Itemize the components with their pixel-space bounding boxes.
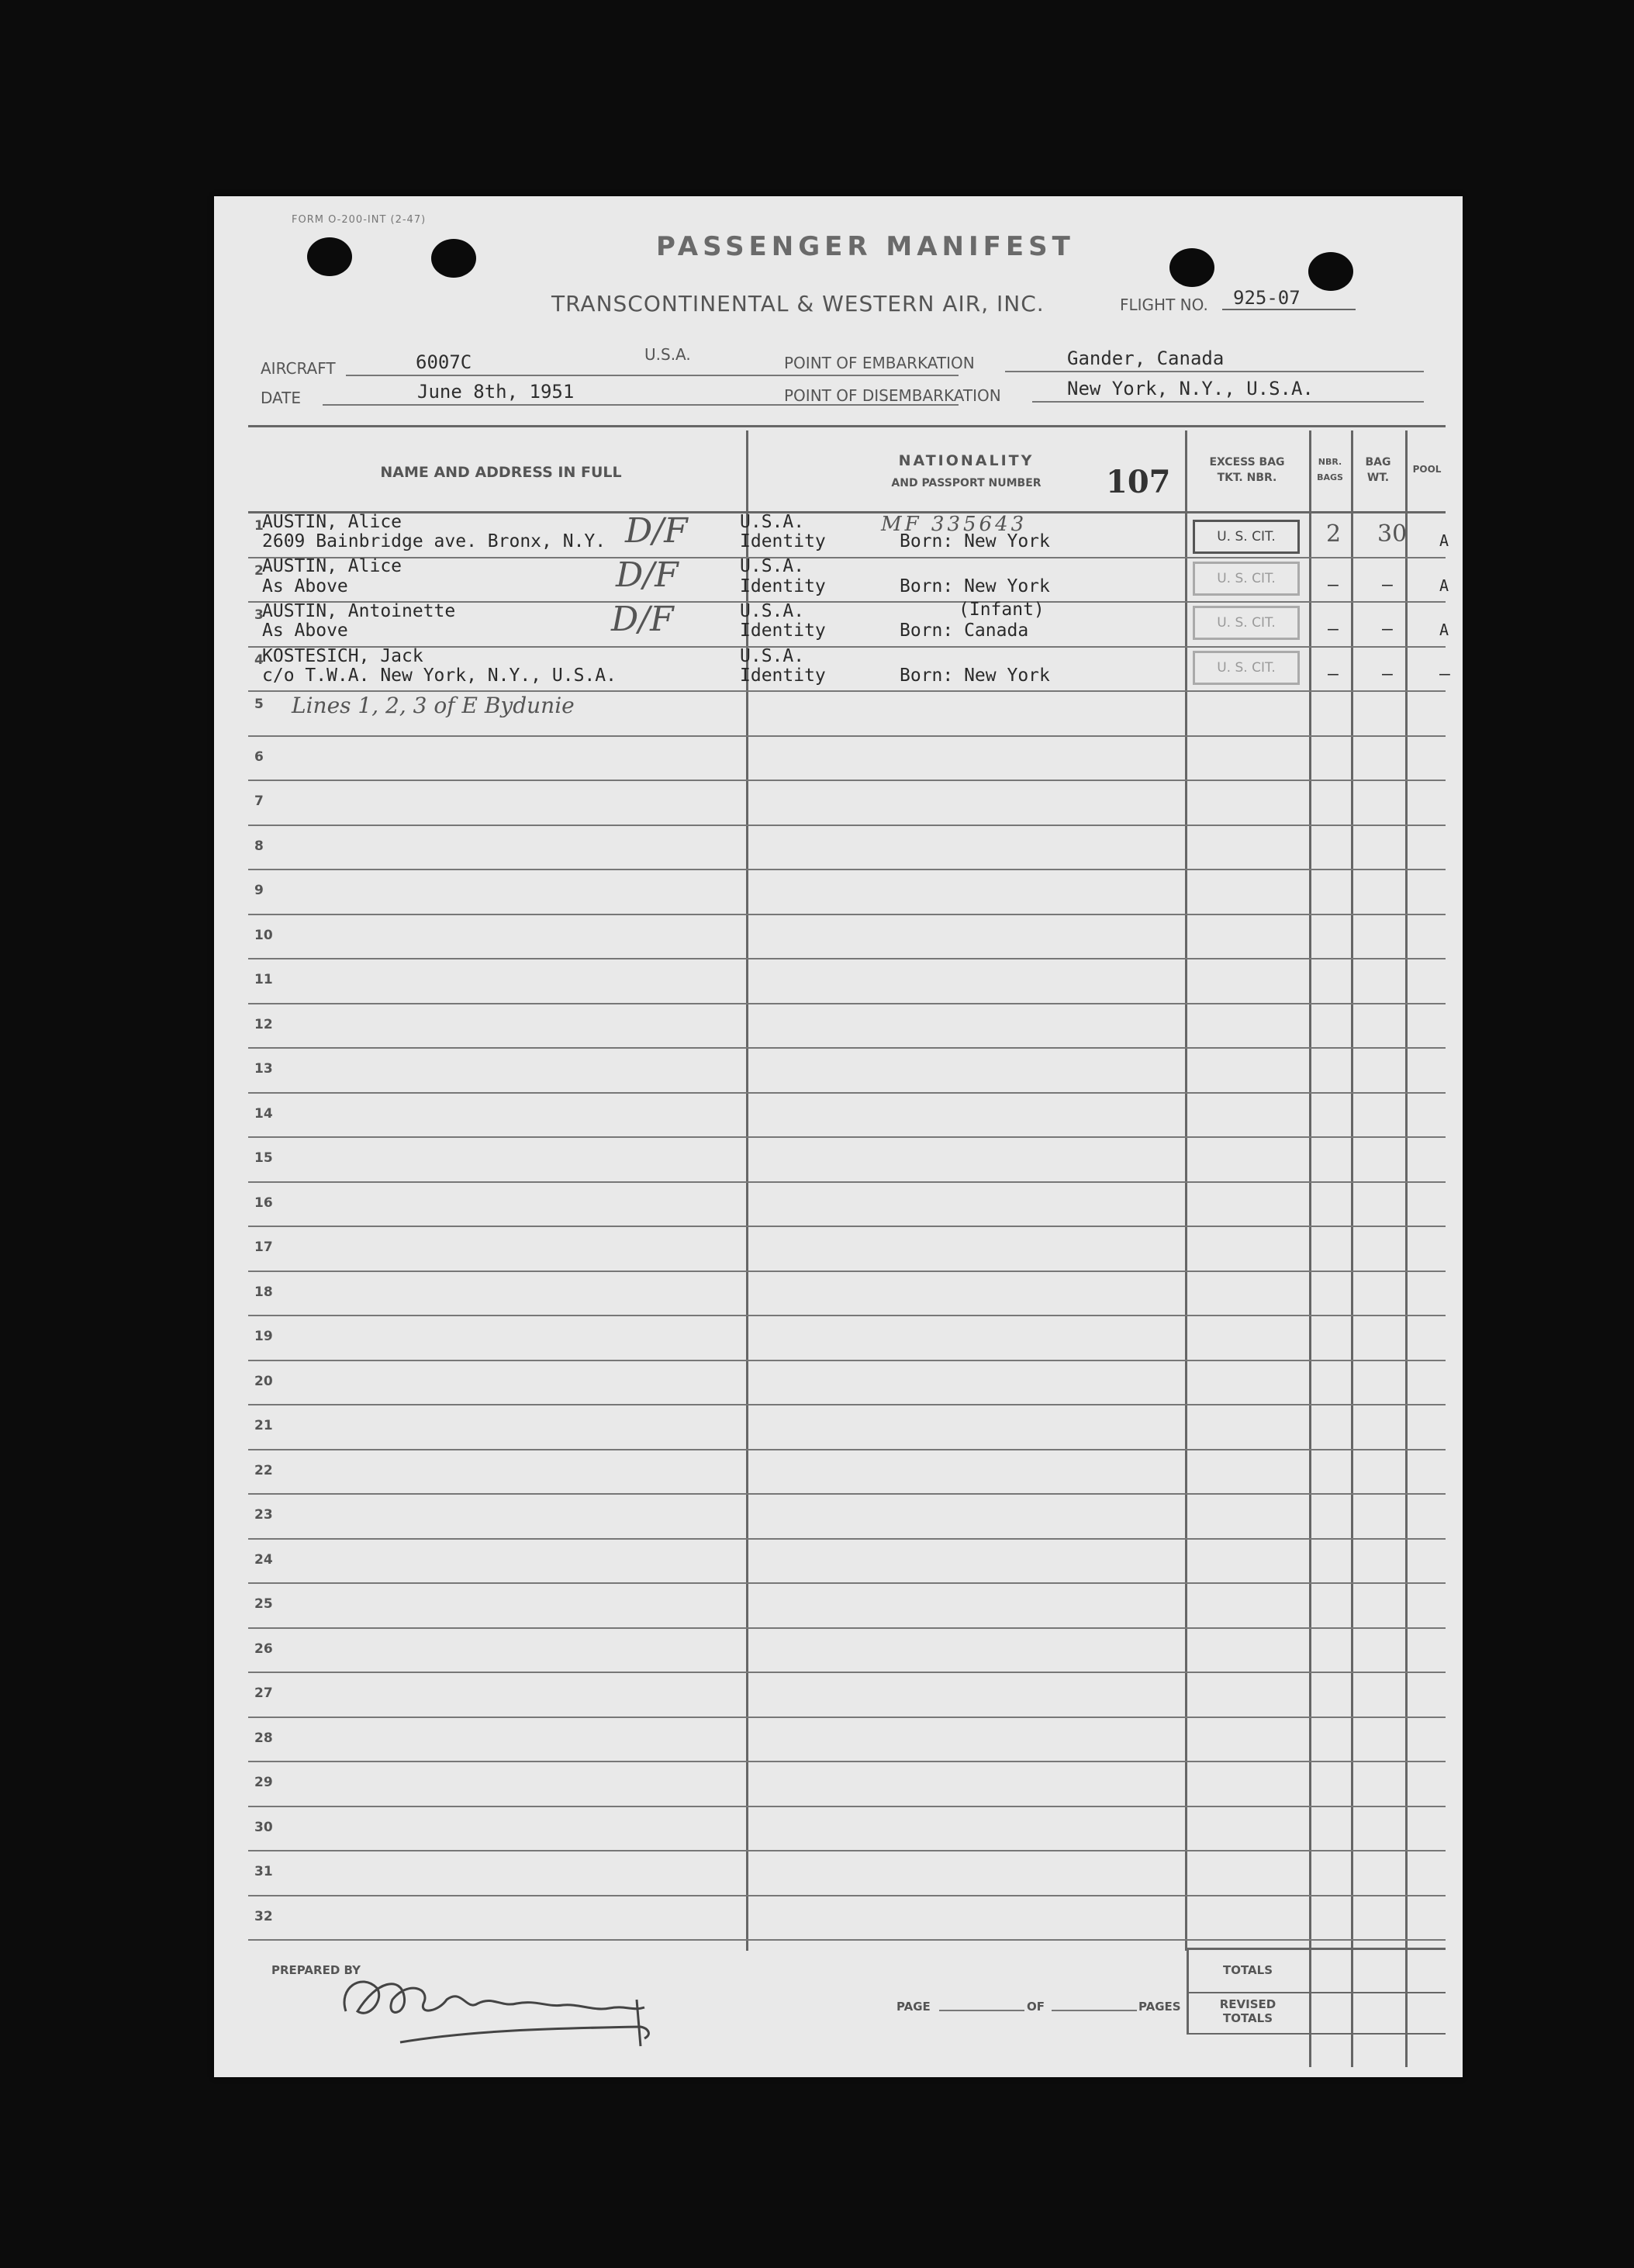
row-line [248, 1761, 1446, 1762]
passenger-1-weight: 30 [1377, 520, 1408, 548]
row-line [248, 1493, 1446, 1495]
page-number-line [939, 2010, 1024, 2011]
row-number: 15 [254, 1150, 273, 1166]
row-line [248, 958, 1446, 959]
row-number: 7 [254, 793, 264, 809]
passenger-1-nationality: U.S.A. [740, 512, 805, 532]
column-divider [1405, 430, 1408, 2067]
company-name: TRANSCONTINENTAL & WESTERN AIR, INC. [551, 291, 1045, 316]
row-line [248, 1939, 1446, 1941]
row-line [248, 1271, 1446, 1272]
embarkation-label: POINT OF EMBARKATION [784, 354, 975, 372]
row-number: 18 [254, 1284, 273, 1300]
bags-line-2: BAGS [1317, 472, 1343, 482]
date-value: June 8th, 1951 [417, 381, 575, 403]
row-line [248, 914, 1446, 915]
page-total-line [1052, 2010, 1137, 2011]
sheet-number: 107 [1106, 464, 1171, 500]
row-line [248, 1136, 1446, 1138]
passenger-3-address: As Above [262, 621, 348, 641]
row-line [248, 1672, 1446, 1673]
row-line [248, 1360, 1446, 1361]
row-line [248, 1181, 1446, 1183]
totals-rule [1187, 1948, 1446, 1950]
of-label: OF [1027, 2000, 1045, 2014]
row-number: 30 [254, 1819, 273, 1835]
column-header-pool: POOL [1412, 464, 1442, 475]
row-number: 22 [254, 1462, 273, 1478]
passenger-1-birthplace: Born: New York [900, 531, 1050, 551]
column-header-weight [1351, 455, 1405, 486]
row-line [248, 1226, 1446, 1227]
row-number: 1 [254, 518, 264, 534]
row-line [248, 735, 1446, 737]
passenger-3-note: (Infant) [959, 600, 1045, 620]
passenger-4-address: c/o T.W.A. New York, N.Y., U.S.A. [262, 666, 617, 686]
row-number: 25 [254, 1596, 273, 1612]
column-header-excess [1185, 455, 1309, 486]
totals-label: TOTALS [1222, 1963, 1273, 1977]
row-number: 3 [254, 607, 264, 623]
row-number: 23 [254, 1507, 273, 1523]
row-number: 21 [254, 1418, 273, 1433]
passenger-4-document: Identity [740, 666, 826, 686]
passenger-1-pool: A [1439, 531, 1449, 550]
column-header-passport: AND PASSPORT NUMBER [891, 477, 1042, 489]
row-number: 16 [254, 1195, 273, 1211]
weight-line-1: BAG [1365, 456, 1391, 468]
passenger-4-citizen-stamp: U. S. CIT. [1193, 651, 1300, 685]
row-number: 14 [254, 1105, 273, 1122]
column-divider [1309, 430, 1311, 2067]
row-line [248, 869, 1446, 870]
row-line [248, 646, 1446, 648]
passenger-1-citizen-stamp: U. S. CIT. [1193, 520, 1300, 554]
row-number: 24 [254, 1551, 273, 1568]
passenger-3-nationality: U.S.A. [740, 601, 805, 621]
passenger-2-pool: A [1439, 576, 1449, 595]
row-line [248, 1582, 1446, 1584]
row-line [248, 690, 1446, 692]
passenger-3-citizen-stamp: U. S. CIT. [1193, 606, 1300, 640]
passenger-2-birthplace: Born: New York [900, 576, 1050, 596]
column-header-nationality: NATIONALITY [898, 452, 1035, 469]
passenger-2-nationality: U.S.A. [740, 556, 805, 576]
table-header-rule [248, 511, 1446, 513]
totals-left-border [1187, 1948, 1189, 2035]
aircraft-value: 6007C [416, 351, 472, 373]
row-number: 4 [254, 652, 264, 668]
passenger-1-bags: 2 [1326, 520, 1342, 548]
embarkation-underline [1005, 371, 1424, 372]
punch-hole [1169, 248, 1214, 287]
row-number: 28 [254, 1730, 273, 1746]
bags-line-1: NBR. [1318, 457, 1342, 467]
punch-hole [431, 239, 476, 278]
row-line [248, 1717, 1446, 1718]
row-number: 32 [254, 1908, 273, 1924]
passenger-4-weight: – [1382, 664, 1393, 684]
passenger-4-name: KOSTESICH, Jack [262, 646, 423, 666]
passenger-4-bags: – [1328, 664, 1339, 684]
passenger-1-name: AUSTIN, Alice [262, 512, 402, 532]
passenger-3-pool: A [1439, 621, 1449, 639]
passenger-4-pool: – [1439, 664, 1450, 684]
passenger-3-weight: – [1382, 619, 1393, 639]
row-line [248, 1092, 1446, 1094]
row-number: 9 [254, 883, 264, 898]
passenger-1-passport: MF 335643 [881, 513, 1028, 536]
column-divider [1185, 430, 1187, 1951]
passenger-2-mark: D/F [616, 555, 679, 595]
revised-line-2: TOTALS [1222, 2011, 1273, 2025]
row-line [248, 780, 1446, 781]
row-number: 10 [254, 927, 273, 943]
passenger-2-address: As Above [262, 576, 348, 596]
form-number: FORM O-200-INT (2-47) [292, 214, 427, 226]
passenger-3-bags: – [1328, 619, 1339, 639]
row-line [248, 1627, 1446, 1629]
excess-line-1: EXCESS BAG [1209, 456, 1285, 468]
row-line [248, 557, 1446, 558]
row-line [248, 1404, 1446, 1405]
column-header-bags [1309, 455, 1351, 486]
column-divider [1351, 430, 1353, 2067]
passenger-2-citizen-stamp: U. S. CIT. [1193, 562, 1300, 596]
passenger-3-document: Identity [740, 621, 826, 641]
column-header-name: NAME AND ADDRESS IN FULL [380, 464, 622, 481]
row-number: 6 [254, 749, 264, 765]
page-label: PAGE [896, 2000, 931, 2014]
row-line [248, 1315, 1446, 1316]
totals-rule [1187, 2033, 1446, 2035]
prepared-by-label: PREPARED BY [271, 1963, 361, 1977]
row-line [248, 1850, 1446, 1851]
row-number: 27 [254, 1685, 273, 1701]
passenger-1-mark: D/F [625, 511, 688, 551]
preparer-signature [330, 1957, 703, 2058]
row-line [248, 1806, 1446, 1807]
revised-line-1: REVISED [1219, 1997, 1276, 2011]
header-rule [248, 425, 1446, 427]
embarkation-value: Gander, Canada [1067, 347, 1225, 369]
row-number: 31 [254, 1864, 273, 1879]
weight-line-2: WT. [1366, 472, 1390, 484]
row-number: 12 [254, 1016, 273, 1032]
row-line [248, 1003, 1446, 1004]
row-number: 8 [254, 838, 264, 854]
passenger-2-name: AUSTIN, Alice [262, 556, 402, 576]
flight-label: FLIGHT NO. [1120, 296, 1208, 314]
flight-number: 925-07 [1222, 287, 1356, 310]
row-number: 20 [254, 1373, 273, 1389]
totals-rule [1187, 1992, 1446, 1993]
row-line [248, 825, 1446, 826]
passenger-1-document: Identity [740, 531, 826, 551]
punch-hole [307, 237, 352, 276]
excess-line-2: TKT. NBR. [1217, 472, 1277, 484]
row-number: 26 [254, 1640, 273, 1657]
row-number: 29 [254, 1775, 273, 1790]
row-number: 17 [254, 1239, 273, 1255]
row-number: 13 [254, 1061, 273, 1077]
row-line [248, 1449, 1446, 1450]
passenger-4-birthplace: Born: New York [900, 666, 1050, 686]
row-number: 2 [254, 562, 264, 579]
row-5-handwritten-note: Lines 1, 2, 3 of E Bydunie [292, 693, 575, 718]
passenger-3-name: AUSTIN, Antoinette [262, 601, 456, 621]
row-number: 11 [254, 972, 273, 987]
manifest-sheet [214, 196, 1463, 2077]
date-label: DATE [261, 389, 302, 407]
punch-hole [1308, 252, 1353, 291]
row-line [248, 1538, 1446, 1540]
passenger-3-birthplace: Born: Canada [900, 621, 1029, 641]
row-line [248, 1895, 1446, 1896]
disembarkation-underline [1032, 401, 1424, 403]
page-title: PASSENGER MANIFEST [656, 231, 1075, 262]
pages-label: PAGES [1138, 2000, 1181, 2014]
revised-totals-label [1190, 1997, 1306, 2025]
passenger-1-address: 2609 Bainbridge ave. Bronx, N.Y. [262, 531, 606, 551]
row-number: 5 [254, 697, 264, 712]
passenger-3-mark: D/F [611, 600, 674, 639]
passenger-2-bags: – [1328, 575, 1339, 595]
aircraft-registry: U.S.A. [644, 345, 691, 364]
aircraft-label: AIRCRAFT [261, 359, 336, 378]
row-number: 19 [254, 1329, 273, 1344]
passenger-2-weight: – [1382, 575, 1393, 595]
disembarkation-label: POINT OF DISEMBARKATION [784, 386, 1001, 405]
disembarkation-value: New York, N.Y., U.S.A. [1067, 378, 1314, 399]
passenger-2-document: Identity [740, 576, 826, 596]
passenger-4-nationality: U.S.A. [740, 646, 805, 666]
aircraft-underline [346, 375, 959, 376]
row-line [248, 1047, 1446, 1049]
